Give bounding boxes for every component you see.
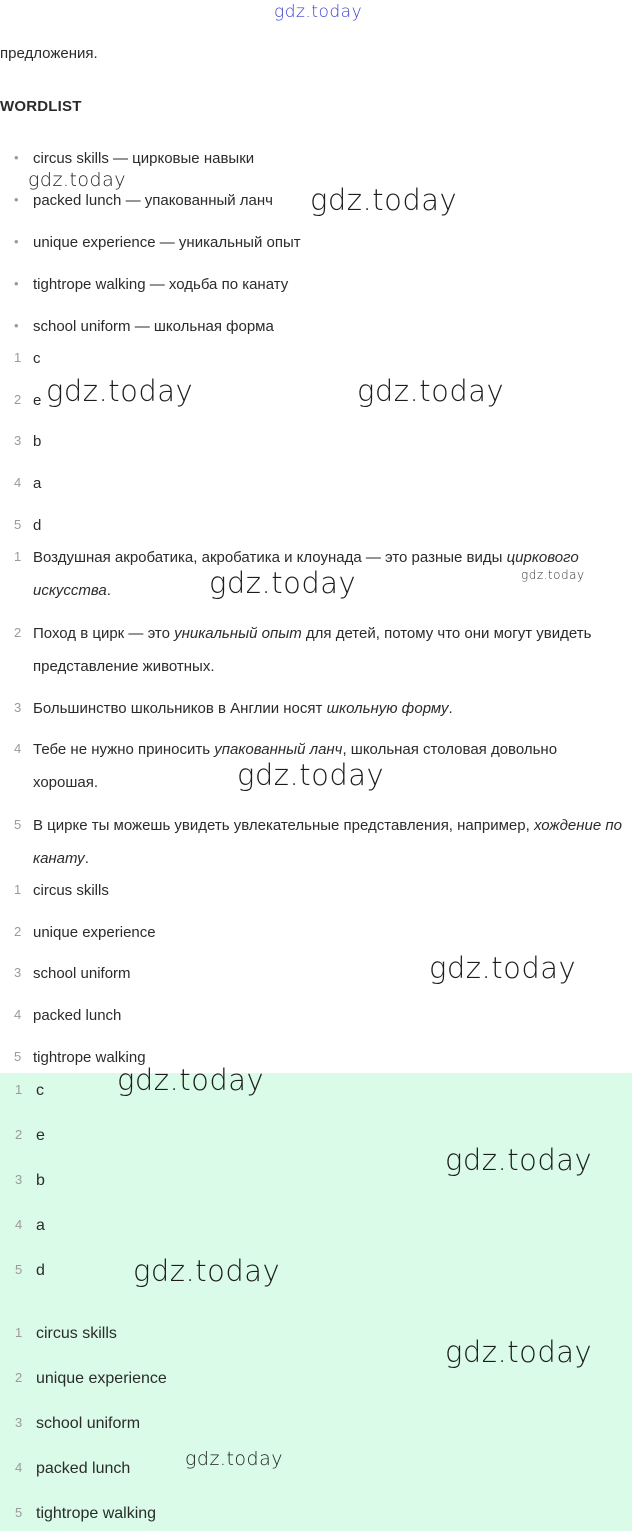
sentence-text: Поход в цирк — это уникальный опыт для детей, потому что они могут увидеть представление животных. — [33, 625, 592, 675]
watermark: gdz.today — [445, 1335, 593, 1369]
bullet-icon: • — [14, 318, 19, 333]
sentence-text: Воздушная акробатика, акробатика и клоунада — это разные виды циркового искусства. — [33, 549, 579, 599]
watermark: gdz.today — [46, 374, 194, 408]
sentence-text: Тебе не нужно приносить упакованный ланч, школьная столовая довольно хорошая. — [33, 741, 558, 791]
watermark: gdz.today — [429, 951, 577, 985]
watermark: gdz.today — [310, 183, 458, 217]
watermark: gdz.today — [117, 1063, 265, 1097]
watermark: gdz.today — [28, 169, 126, 191]
watermark: gdz.today — [185, 1448, 283, 1470]
wordlist-heading: WORDLIST — [0, 98, 82, 115]
intro-text: предложения. — [0, 45, 98, 62]
watermark: gdz.today — [445, 1143, 593, 1177]
watermark: gdz.today — [133, 1254, 281, 1288]
sentence-text: В цирке ты можешь увидеть увлекательные представления, например, хождение по канату. — [33, 817, 622, 867]
watermark: gdz.today — [209, 566, 357, 600]
sentence-text: Большинство школьников в Англии носят школьную форму. — [33, 700, 453, 717]
watermark: gdz.today — [521, 568, 585, 582]
bullet-icon: • — [14, 192, 19, 207]
bullet-icon: • — [14, 234, 19, 249]
bullet-icon: • — [14, 276, 19, 291]
bullet-icon: • — [14, 150, 19, 165]
watermark: gdz.today — [357, 374, 505, 408]
watermark: gdz.today — [237, 758, 385, 792]
watermark: gdz.today — [274, 2, 363, 22]
